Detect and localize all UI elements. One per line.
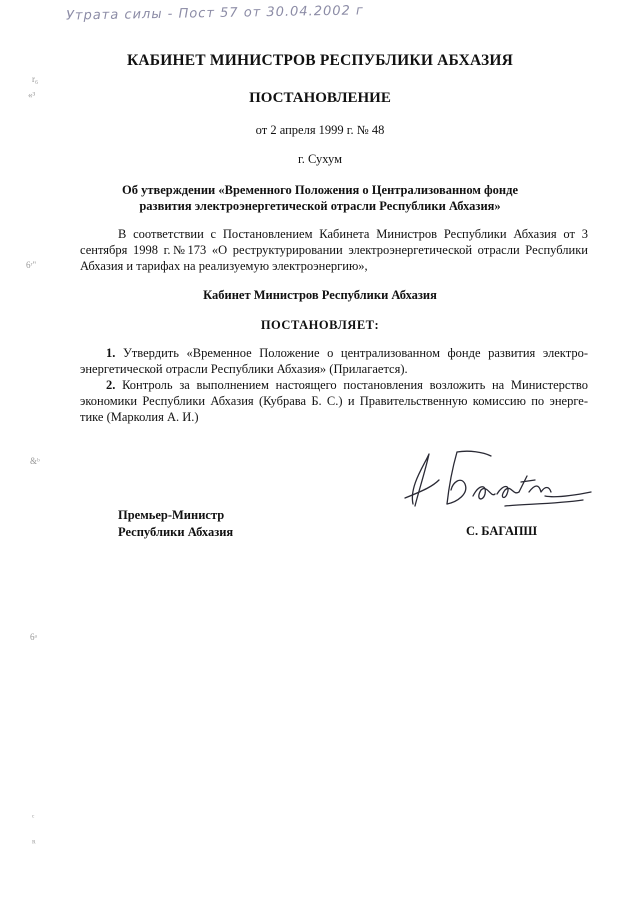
svg-text:«³: «³: [28, 90, 36, 100]
svg-text:&ᵇ: &ᵇ: [30, 456, 40, 466]
item-text: Утвердить «Временное Положение о централизованном фонде развития электро-энергетической отрасли Республики Абхазия» (Прилагается).: [80, 346, 588, 376]
preamble-text: В соответствии с Постановлением Кабинета Министров Республики Абхазия от 3 сентября 1998 г.№173 «О реструктурировании электроэнергетической отрасли Республики Абхазия и тарифах на реализуемую электроэнергию»,: [80, 227, 588, 273]
item-number: 2.: [106, 378, 116, 392]
scan-mark-5: [32, 806, 62, 856]
date-number: от 2 апреля 1999 г. № 48: [255, 123, 385, 137]
preamble: [80, 226, 588, 274]
subject-line-2: развития электроэнергетической отрасли Республики Абхазия»: [139, 199, 501, 213]
handwritten-note: Утрата силы - Пост 57 от 30.04.2002 г: [65, 3, 364, 24]
handwritten-signature: [395, 446, 595, 516]
cabinet-line: Кабинет Министров Республики Абхазия: [203, 288, 437, 302]
svg-text:ᶜ: ᶜ: [32, 812, 35, 822]
signatory-position: [118, 507, 233, 541]
city: г. Сухум: [297, 152, 342, 166]
decree-item-1: [80, 345, 588, 377]
signatory-name: С. БАГАПШ: [466, 524, 538, 538]
decree-item-2: [80, 377, 588, 425]
svg-text:ᴿ: ᴿ: [32, 838, 36, 848]
position-line-1: Премьер-Министр: [118, 508, 225, 522]
item-number: 1.: [106, 346, 116, 360]
scan-mark-2: [26, 254, 56, 278]
organization-title: КАБИНЕТ МИНИСТРОВ РЕСПУБЛИКИ АБХАЗИЯ: [126, 52, 514, 69]
document-type-title: ПОСТАНОВЛЕНИЕ: [249, 90, 391, 106]
subject-heading: [90, 182, 550, 214]
svg-text:6ᵃ: 6ᵃ: [30, 632, 37, 642]
item-text: Контроль за выполнением настоящего постановления возложить на Министерство экономики Республики Абхазия (Кубрава Б. С.) и Правительственную комиссию по энерге-тике (Марколия А. И.): [80, 378, 589, 424]
scan-mark-4: [30, 626, 60, 650]
svg-text:6ʳ": 6ʳ": [26, 260, 37, 270]
subject-line-1: Об утверждении «Временного Положения о Централизованном фонде: [121, 183, 519, 197]
decrees-heading: ПОСТАНОВЛЯЕТ:: [260, 318, 380, 332]
scan-mark-3: [30, 450, 60, 474]
decree-items: [80, 345, 588, 425]
position-line-2: Республики Абхазия: [118, 525, 234, 539]
svg-text:r₆: r₆: [32, 74, 39, 84]
